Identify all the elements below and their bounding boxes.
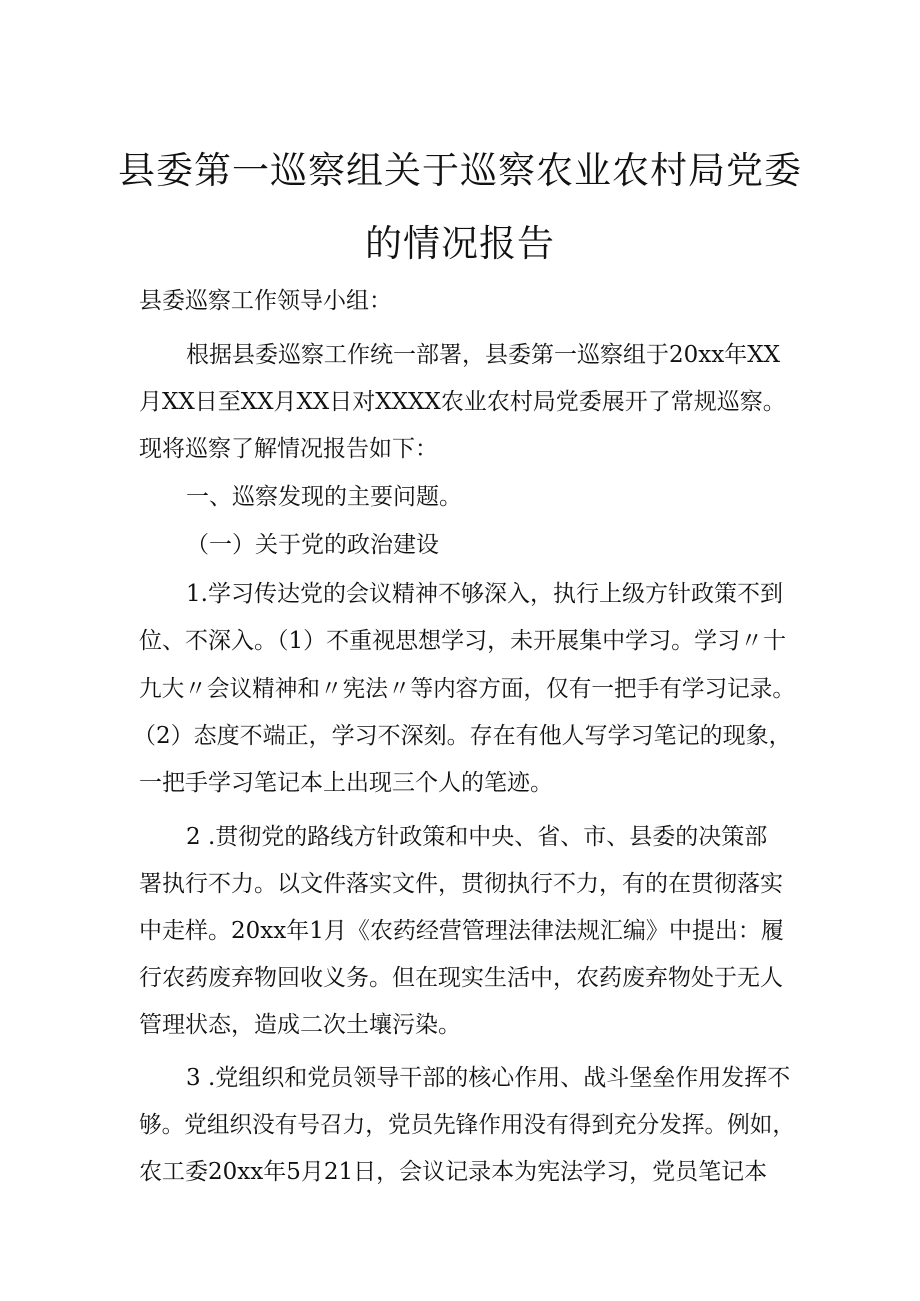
addressee: 县委巡察工作领导小组： bbox=[139, 288, 392, 314]
paragraph-line: 中走样。20xx年1月《农药经营管理法律法规汇编》中提出：履 bbox=[139, 918, 784, 944]
document-title-line-2: 的情况报告 bbox=[365, 222, 555, 265]
paragraph-line: 位、不深入。（1）不重视思想学习，未开展集中学习。学习〃十 bbox=[139, 628, 787, 654]
paragraph-line: （2）态度不端正，学习不深刻。存在有他人写学习笔记的现象， bbox=[133, 723, 792, 749]
paragraph-line: 一把手学习笔记本上出现三个人的笔迹。 bbox=[139, 770, 553, 796]
paragraph-line: 现将巡察了解情况报告如下： bbox=[139, 436, 438, 462]
document-title-line-1: 县委第一巡察组关于巡察农业农村局党委 bbox=[118, 149, 802, 192]
paragraph-line: 够。党组织没有号召力，党员先锋作用没有得到充分发挥。例如， bbox=[139, 1112, 795, 1138]
paragraph-line: 九大〃会议精神和〃宪法〃等内容方面，仅有一把手有学习记录。 bbox=[139, 676, 795, 702]
paragraph-line: 行农药废弃物回收义务。但在现实生活中，农药废弃物处于无人 bbox=[139, 965, 783, 991]
paragraph-line: 2 .贯彻党的路线方针政策和中央、省、市、县委的决策部 bbox=[186, 824, 768, 850]
subsection-heading: （一）关于党的政治建设 bbox=[186, 532, 439, 558]
paragraph-line: 根据县委巡察工作统一部署，县委第一巡察组于20xx年XX bbox=[186, 342, 780, 368]
paragraph-line: 1.学习传达党的会议精神不够深入，执行上级方针政策不到 bbox=[186, 581, 783, 607]
paragraph-line: 农工委20xx年5月21日，会议记录本为宪法学习，党员笔记本 bbox=[139, 1159, 768, 1185]
paragraph-line: 月XX日至XX月XX日对XXXX农业农村局党委展开了常规巡察。 bbox=[139, 389, 786, 415]
section-heading: 一、巡察发现的主要问题。 bbox=[186, 484, 462, 510]
paragraph-line: 3 .党组织和党员领导干部的核心作用、战斗堡垒作用发挥不 bbox=[186, 1065, 791, 1091]
paragraph-line: 署执行不力。以文件落实文件，贯彻执行不力，有的在贯彻落实 bbox=[139, 871, 783, 897]
paragraph-line: 管理状态，造成二次土壤污染。 bbox=[139, 1012, 461, 1038]
